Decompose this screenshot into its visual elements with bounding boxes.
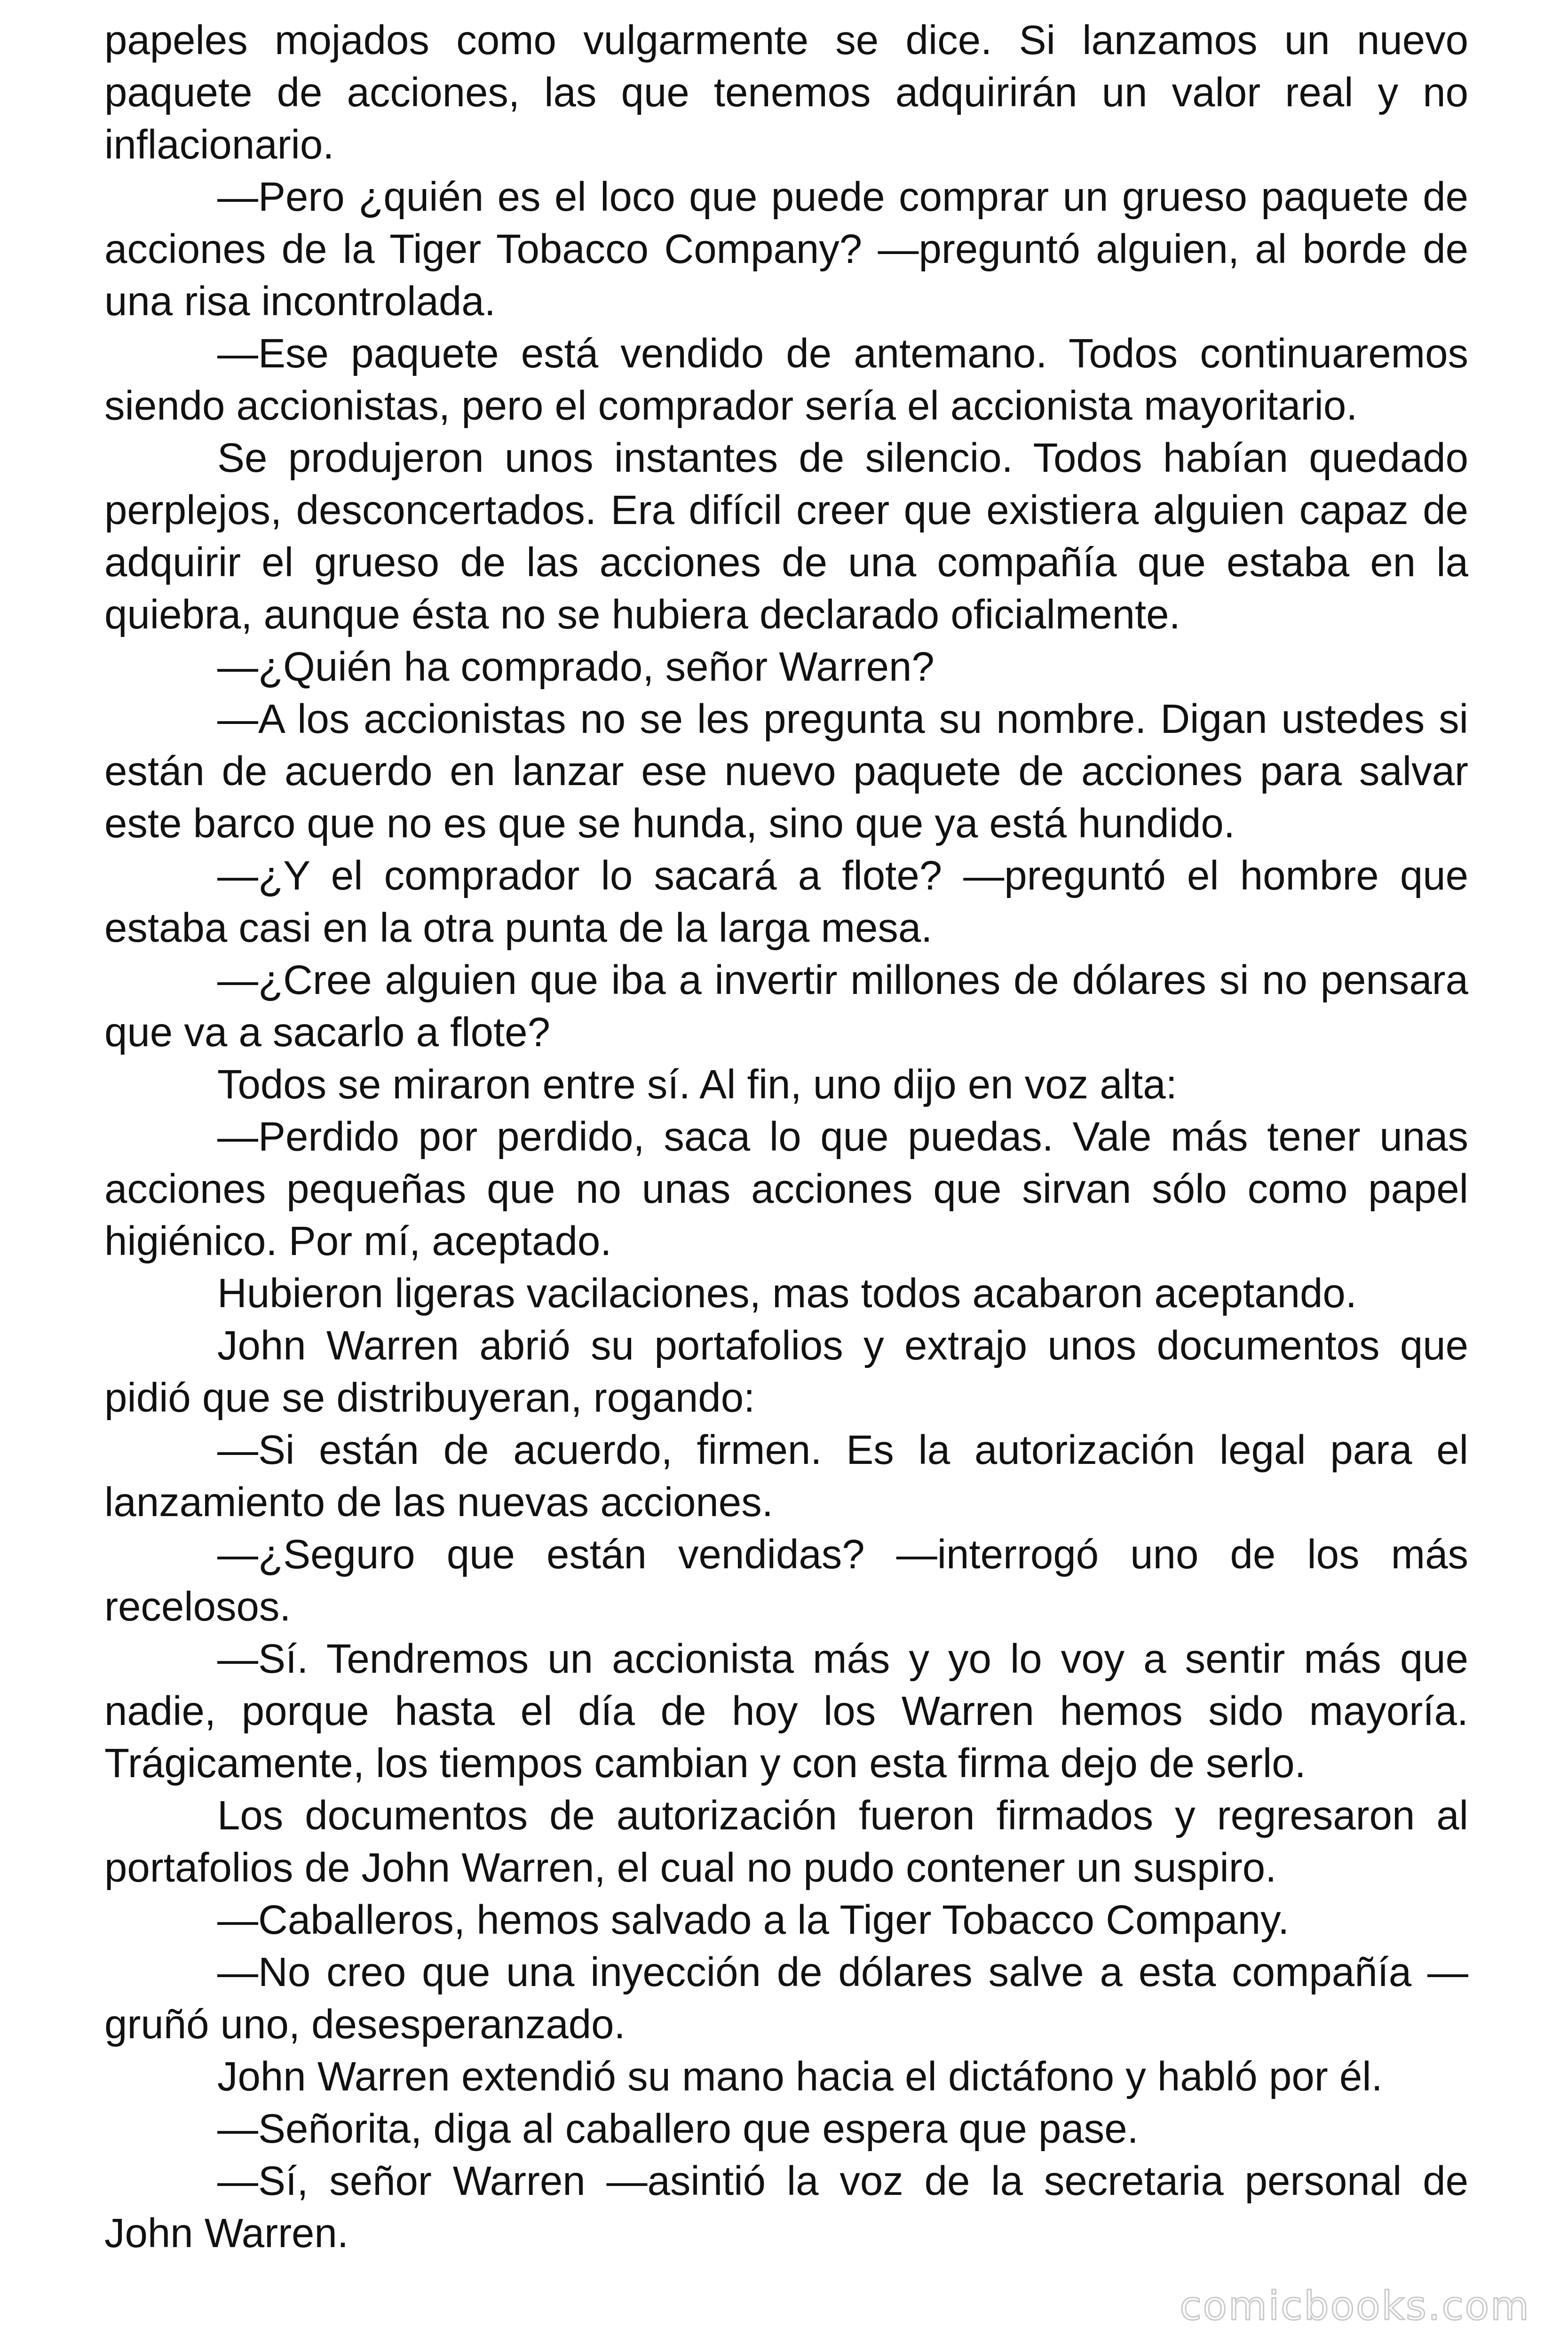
- watermark-text: comicbooks.com: [1180, 2283, 1530, 2329]
- paragraph-10: —Perdido por perdido, saca lo que puedas. Vale más tener unas acciones pequeñas que no unas acciones que sirvan sólo como papel higiénico. Por mí, aceptado.: [104, 1114, 1468, 1264]
- paragraph-6: —A los accionistas no se les pregunta su nombre. Digan ustedes si están de acuerdo en lanzar ese nuevo paquete de acciones para salvar este barco que no es que se hunda, sino que ya está hundido.: [104, 696, 1468, 846]
- paragraph-11: Hubieron ligeras vacilaciones, mas todos acabaron aceptando.: [217, 1271, 1357, 1316]
- paragraph-19: John Warren extendió su mano hacia el dictáfono y habló por él.: [217, 2054, 1383, 2099]
- paragraph-14: —¿Seguro que están vendidas? —interrogó uno de los más recelosos.: [104, 1532, 1468, 1629]
- paragraph-16: Los documentos de autorización fueron firmados y regresaron al portafolios de John Warren, el cual no pudo contener un suspiro.: [104, 1793, 1468, 1891]
- paragraph-13: —Si están de acuerdo, firmen. Es la autorización legal para el lanzamiento de las nuevas acciones.: [104, 1427, 1468, 1525]
- paragraph-15: —Sí. Tendremos un accionista más y yo lo voy a sentir más que nadie, porque hasta el día de hoy los Warren hemos sido mayoría. Trágicamente, los tiempos cambian y con esta firma dejo de serlo.: [104, 1636, 1468, 1786]
- paragraph-9: Todos se miraron entre sí. Al fin, uno dijo en voz alta:: [217, 1062, 1177, 1107]
- paragraph-12: John Warren abrió su portafolios y extrajo unos documentos que pidió que se distribuyeran, rogando:: [104, 1323, 1468, 1421]
- body-text: [104, 14, 1468, 2259]
- paragraph-18: —No creo que una inyección de dólares salve a esta compañía —gruñó uno, desesperanzado.: [104, 1949, 1468, 2047]
- paragraph-5: —¿Quién ha comprado, señor Warren?: [217, 644, 934, 690]
- paragraph-20: —Señorita, diga al caballero que espera que pase.: [217, 2106, 1139, 2152]
- paragraph-2: —Pero ¿quién es el loco que puede comprar un grueso paquete de acciones de la Tiger Tobacco Company? —preguntó alguien, al borde de una risa incontrolada.: [104, 174, 1468, 324]
- paragraph-7: —¿Y el comprador lo sacará a flote? —preguntó el hombre que estaba casi en la otra punta de la larga mesa.: [104, 853, 1468, 951]
- paragraph-17: —Caballeros, hemos salvado a la Tiger Tobacco Company.: [217, 1897, 1290, 1943]
- paragraph-4: Se produjeron unos instantes de silencio. Todos habían quedado perplejos, desconcertados. Era difícil creer que existiera alguien capaz de adquirir el grueso de las acciones de una compañía que estaba en la quiebra, aunque ésta no se hubiera declarado oficialmente.: [104, 435, 1468, 637]
- paragraph-3: —Ese paquete está vendido de antemano. Todos continuaremos siendo accionistas, pero el comprador sería el accionista mayoritario.: [104, 331, 1468, 429]
- paragraph-21: —Sí, señor Warren —asintió la voz de la secretaria personal de John Warren.: [104, 2158, 1468, 2256]
- paragraph-8: —¿Cree alguien que iba a invertir millones de dólares si no pensara que va a sacarlo a flote?: [104, 957, 1468, 1055]
- paragraph-1: papeles mojados como vulgarmente se dice. Si lanzamos un nuevo paquete de acciones, las que tenemos adquirirán un valor real y no inflacionario.: [104, 17, 1468, 167]
